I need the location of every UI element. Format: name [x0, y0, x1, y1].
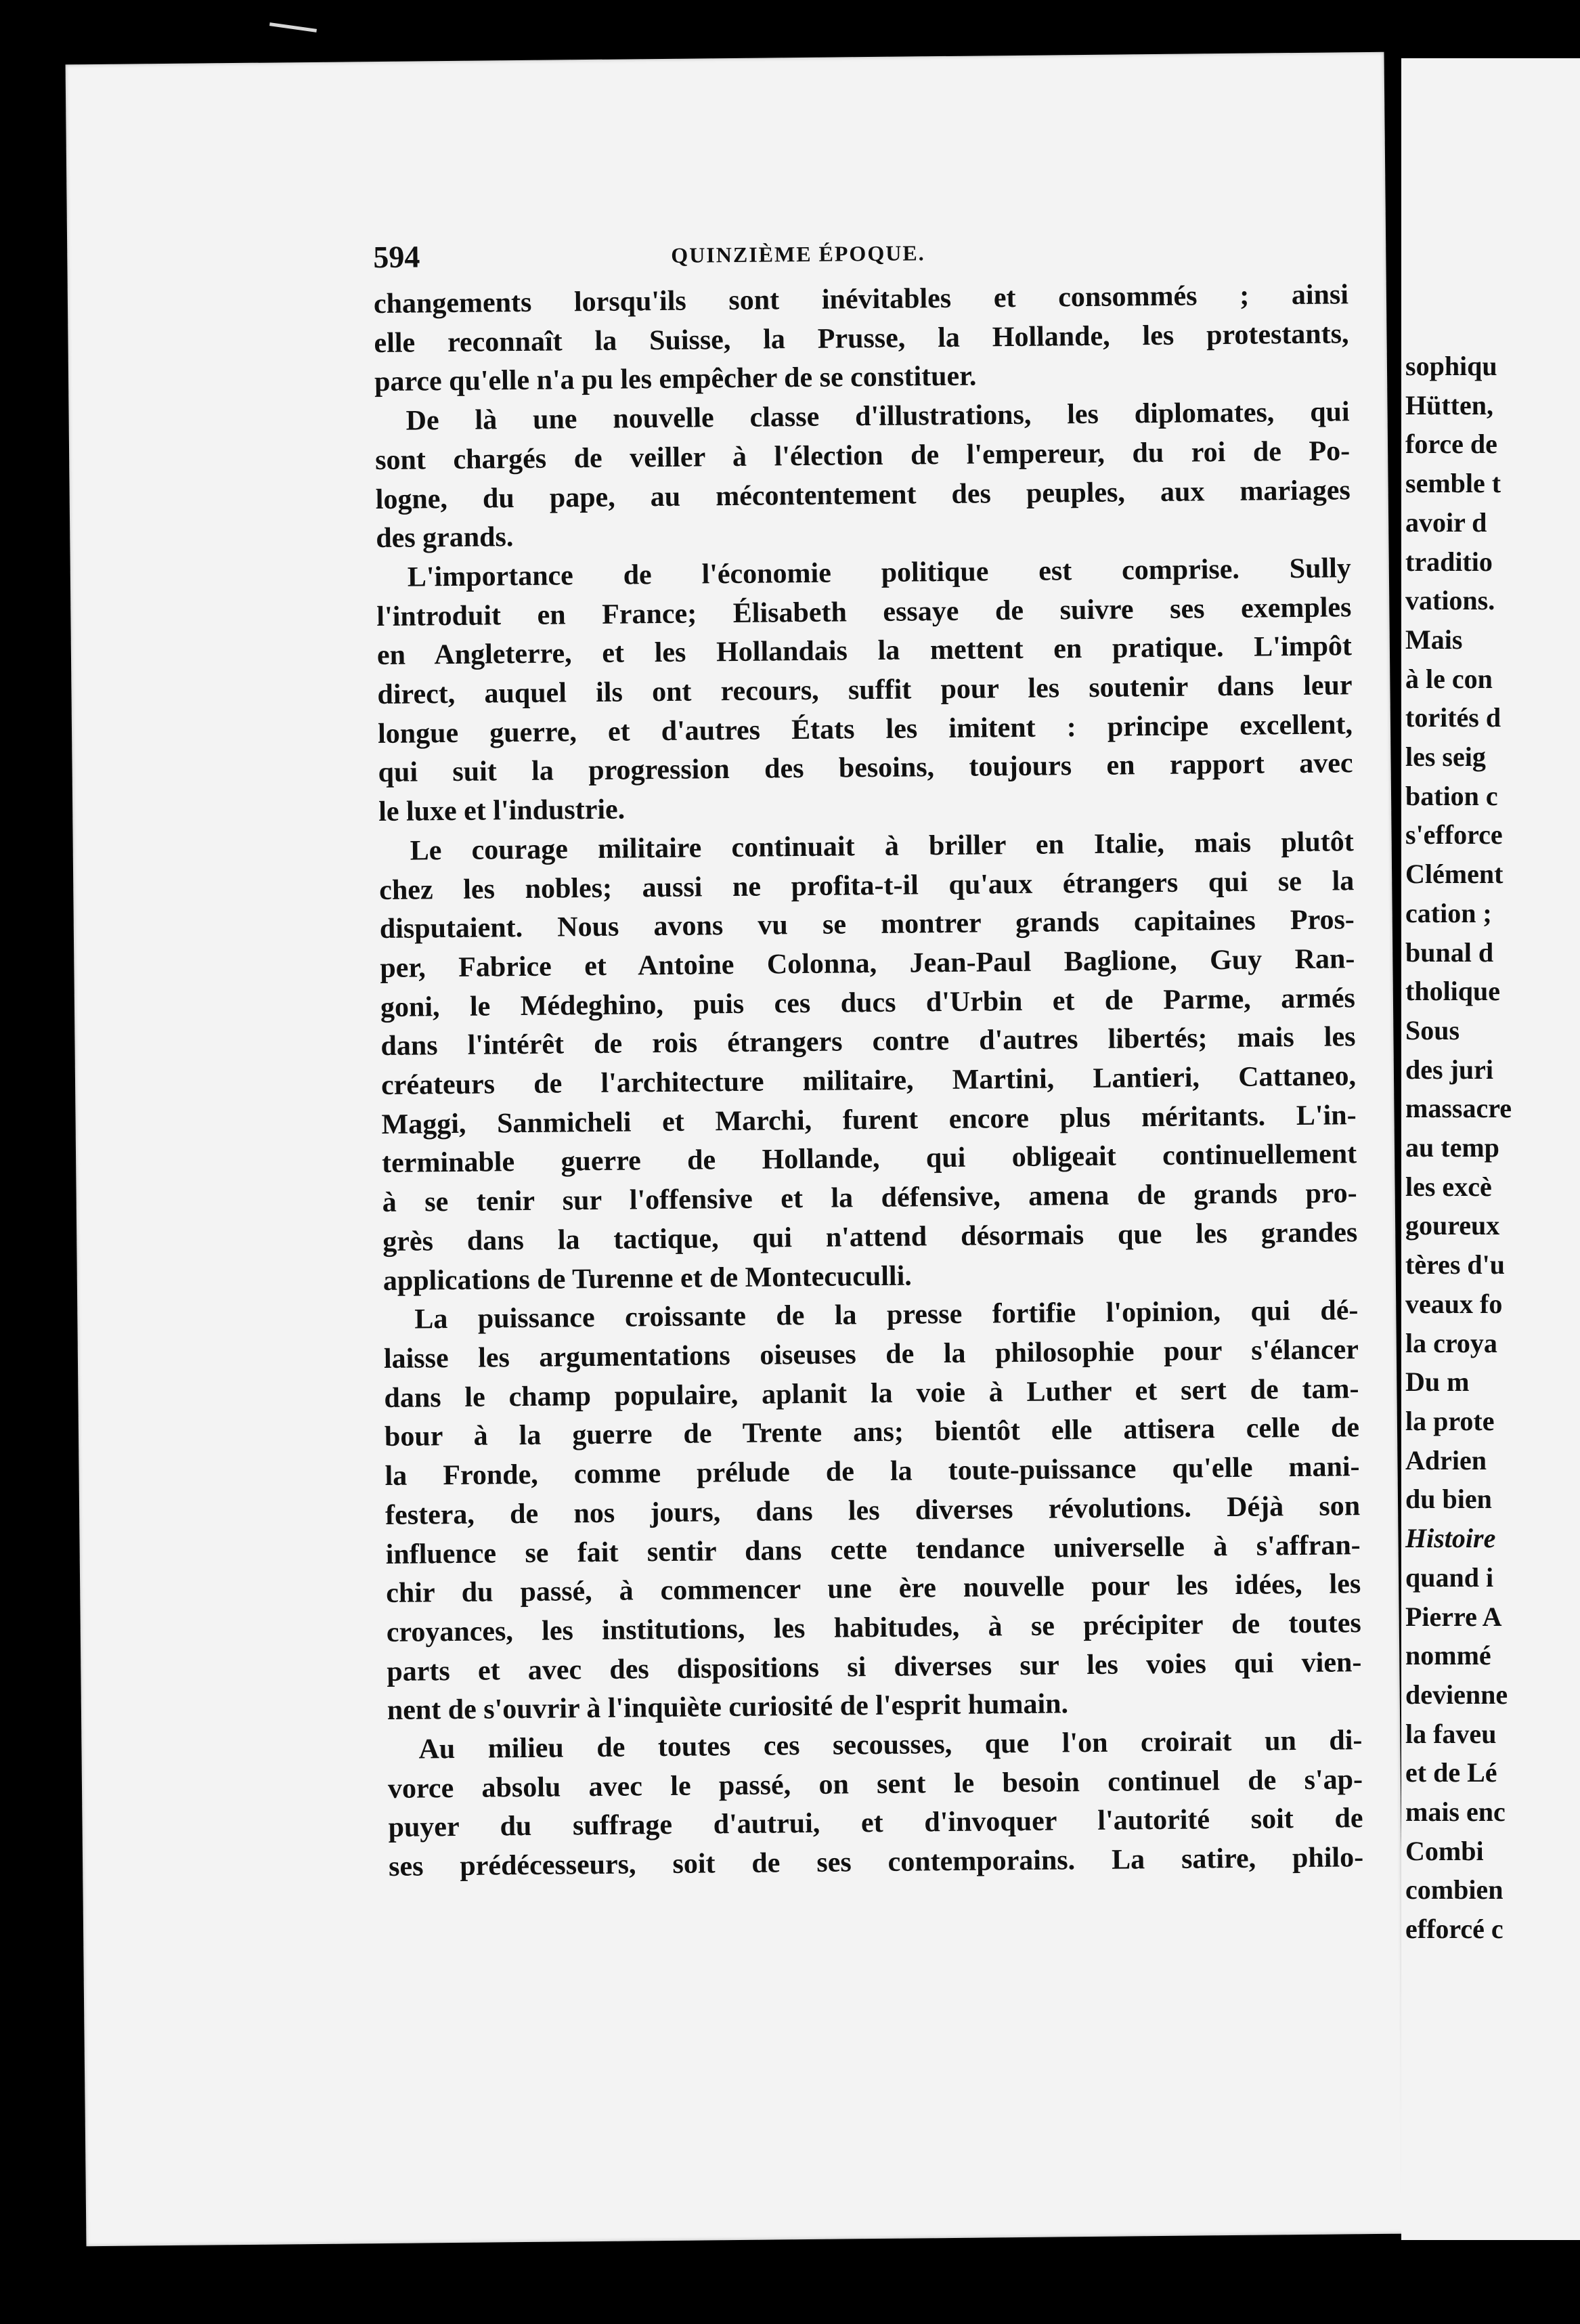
right-text-line: traditio [1405, 546, 1493, 577]
text-line: nent de s'ouvrir à l'inquiète curiosité de l'esprit humain. [387, 1688, 1069, 1727]
text-line: des grands. [376, 521, 514, 555]
right-text-line: tères d'u [1405, 1249, 1506, 1281]
right-text-line: bation c [1405, 780, 1498, 811]
right-text-line: Sous [1405, 1014, 1460, 1046]
right-text-line: semble t [1405, 468, 1501, 499]
right-text-line: tholique [1405, 976, 1501, 1007]
text-line: dans l'intérêt de rois étrangers contre d'autres libertés; mais les [380, 1021, 1356, 1062]
text-line: dans le champ populaire, aplanit la voie à Luther et sert de tam- [384, 1373, 1359, 1414]
text-line: puyer du suffrage d'autrui, et d'invoquer l'autorité soit de [388, 1803, 1363, 1844]
right-text-line: torités d [1405, 702, 1501, 733]
text-line: disputaient. Nous avons vu se montrer grands capitaines Pros- [379, 904, 1355, 945]
text-line: elle reconnaît la Suisse, la Prusse, la Hollande, les protestants, [374, 318, 1349, 359]
right-text-line: nommé [1405, 1640, 1491, 1671]
right-text-line: les seig [1405, 741, 1486, 773]
text-line: Le courage militaire continuait à briller en Italie, mais plutôt [410, 826, 1354, 867]
running-head: QUINZIÈME ÉPOQUE. [671, 240, 925, 267]
right-text-line: avoir d [1405, 507, 1487, 538]
text-line: Maggi, Sanmicheli et Marchi, furent encore plus méritants. L'in- [381, 1099, 1357, 1140]
right-text-line: et de Lé [1405, 1757, 1497, 1788]
right-text-line: sophiqu [1405, 351, 1497, 381]
right-text-line: efforcé c [1405, 1914, 1504, 1945]
text-line: festera, de nos jours, dans les diverses révolutions. Déjà son [385, 1490, 1361, 1531]
right-text-line: Du m [1405, 1367, 1470, 1398]
text-line: changements lorsqu'ils sont inévitables et consommés ; ainsi [373, 279, 1349, 320]
text-line: ses prédécesseurs, soit de ses contemporains. La satire, philo- [388, 1842, 1364, 1883]
text-line: le luxe et l'industrie. [378, 794, 626, 828]
right-text-line: force de [1405, 429, 1497, 460]
text-line: en Angleterre, et les Hollandais la mettent en pratique. L'impôt [376, 630, 1353, 672]
text-line: vorce absolu avec le passé, on sent le besoin continuel de s'ap- [387, 1763, 1363, 1805]
text-line: per, Fabrice et Antoine Colonna, Jean-Paul Baglione, Guy Ran- [380, 943, 1355, 984]
text-line: Au milieu de toutes ces secousses, que l'on croirait un di- [418, 1725, 1363, 1765]
text-line: longue guerre, et d'autres États les imitent : principe excellent, [377, 708, 1353, 750]
right-text-line: des juri [1405, 1054, 1493, 1085]
right-page-text [1401, 347, 1580, 1949]
right-text-line: s'efforce [1405, 819, 1503, 851]
right-text-line: bunal d [1405, 937, 1494, 968]
right-text-line: mais enc [1405, 1796, 1506, 1828]
right-page-fragment [1401, 58, 1580, 2240]
text-line: logne, du pape, au mécontentement des peuples, aux mariages [375, 474, 1351, 515]
text-line: l'introduit en France; Élisabeth essaye de suivre ses exemples [376, 591, 1352, 632]
body-text [374, 276, 1364, 1887]
text-line: parce qu'elle n'a pu les empêcher de se constituer. [374, 360, 977, 398]
right-text-line: Clément [1405, 859, 1504, 890]
right-text-line: Pierre A [1405, 1601, 1502, 1632]
text-line: grès dans la tactique, qui n'attend désormais que les grandes [382, 1217, 1358, 1257]
text-line: parts et avec des dispositions si diverses sur les voies qui vien- [387, 1646, 1362, 1687]
right-text-line: les excè [1405, 1171, 1492, 1202]
text-line: goni, le Médeghino, puis ces ducs d'Urbin et de Parme, armés [380, 982, 1356, 1023]
text-line: sont chargés de veiller à l'élection de l'empereur, du roi de Po- [374, 435, 1351, 476]
left-page [66, 52, 1405, 2247]
right-text-line: la croya [1405, 1327, 1497, 1358]
right-text-line: du bien [1405, 1484, 1492, 1515]
page-header [373, 230, 1348, 280]
text-line: croyances, les institutions, les habitudes, à se précipiter de toutes [386, 1608, 1361, 1648]
right-text-line: massacre [1405, 1093, 1512, 1124]
right-text-line: goureux [1405, 1210, 1500, 1241]
right-text-line: la faveu [1405, 1718, 1497, 1749]
text-line: applications de Turenne et de Montecuculli. [382, 1260, 912, 1297]
text-line: La puissance croissante de la presse fortifie l'opinion, qui dé- [414, 1295, 1359, 1335]
text-line: la Fronde, comme prélude de la toute-puissance qu'elle mani- [385, 1451, 1360, 1492]
right-text-line: Adrien [1405, 1444, 1487, 1476]
text-line: direct, auquel ils ont recours, suffit pour les soutenir dans leur [377, 670, 1353, 711]
page-number: 594 [373, 239, 420, 275]
right-text-line: à le con [1405, 663, 1493, 694]
text-line: chir du passé, à commencer une ère nouvelle pour les idées, les [386, 1568, 1361, 1610]
right-text-line: devienne [1405, 1679, 1508, 1710]
right-text-line: Hütten, [1405, 389, 1493, 421]
right-text-line: au temp [1405, 1132, 1499, 1163]
text-line: créateurs de l'architecture militaire, Martini, Lantieri, Cattaneo, [380, 1060, 1357, 1102]
right-text-line: Histoire [1405, 1523, 1496, 1554]
right-text-line: cation ; [1405, 897, 1492, 928]
scan-artifact-mark [269, 22, 317, 33]
text-line: L'importance de l'économie politique est comprise. Sully [407, 553, 1352, 593]
text-line: à se tenir sur l'offensive et la défensive, amena de grands pro- [382, 1178, 1357, 1219]
text-line: bour à la guerre de Trente ans; bientôt elle attisera celle de [384, 1412, 1360, 1453]
right-text-line: vations. [1405, 585, 1495, 616]
text-line: De là une nouvelle classe d'illustrations, les diplomates, qui [405, 396, 1350, 437]
right-text-line: Mais [1405, 624, 1463, 655]
text-line: influence se fait sentir dans cette tendance universelle à s'affran- [385, 1529, 1361, 1570]
right-text-line: combien [1405, 1874, 1504, 1906]
text-line: qui suit la progression des besoins, toujours en rapport avec [378, 748, 1353, 789]
right-text-line: veaux fo [1405, 1288, 1503, 1319]
right-text-line: la prote [1405, 1405, 1495, 1436]
right-text-line: Combi [1405, 1835, 1484, 1866]
right-text-line: quand i [1405, 1562, 1494, 1593]
text-line: terminable guerre de Hollande, qui obligeait continuellement [381, 1138, 1357, 1180]
text-line: chez les nobles; aussi ne profita-t-il qu'aux étrangers qui se la [379, 865, 1355, 906]
text-line: laisse les argumentations oiseuses de la philosophie pour s'élancer [383, 1334, 1359, 1375]
